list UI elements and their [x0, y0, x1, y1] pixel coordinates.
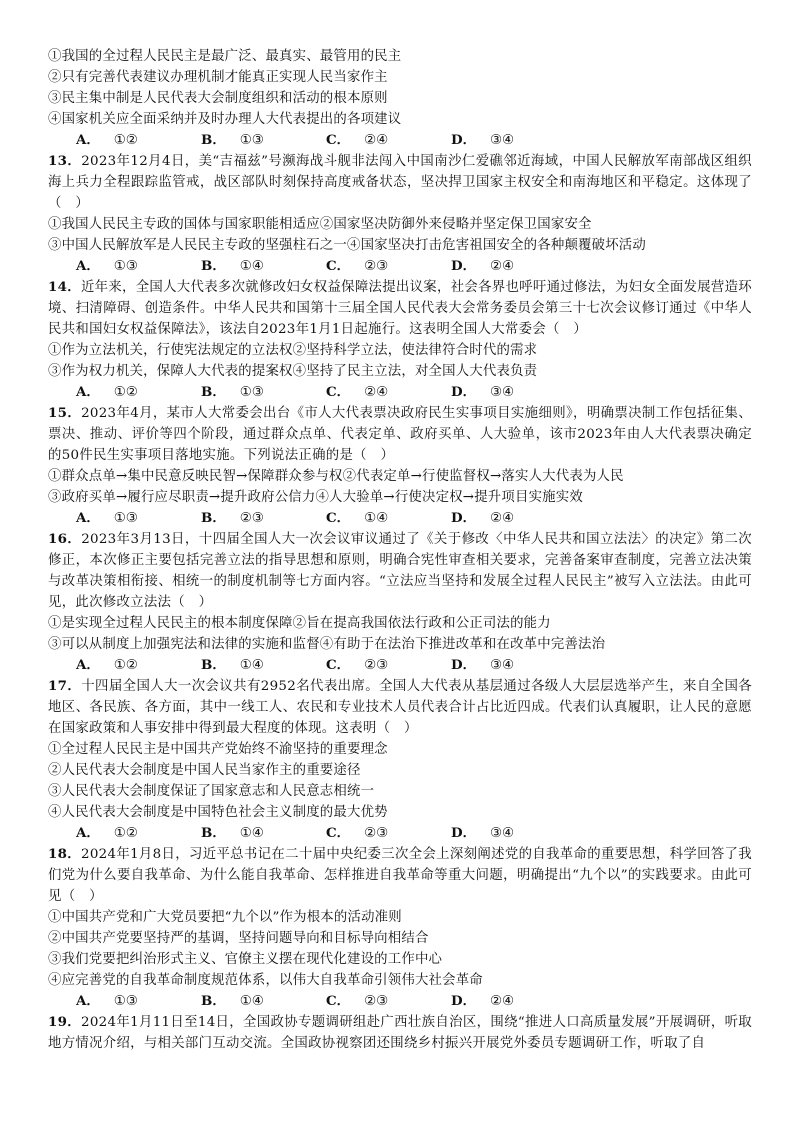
choice-c[interactable] — [326, 823, 451, 844]
option-line: ①我国的全过程人民民主是最广泛、最真实、最管用的民主 — [48, 49, 402, 64]
choice-text: ①④ — [364, 511, 389, 526]
question-block — [48, 676, 752, 844]
question-text: 2024年1月8日，习近平总书记在二十届中央纪委三次全会上深刻阐述党的自我革命的重要思想，科学回答了我们党为什么要自我革命、为什么能自我革命、怎样推进自我革命等重大问题，明确提出“九个以”的实践要求。由此可见（ ） — [48, 847, 752, 904]
option-line: ①全过程人民民主是中国共产党始终不渝坚持的重要理念 — [48, 742, 388, 757]
choice-letter: A． — [76, 657, 100, 673]
option-line: ④国家机关应全面采纳并及时办理人大代表提出的各项建议 — [48, 112, 402, 127]
question-number: 19． — [48, 1014, 82, 1030]
choice-text: ②③ — [239, 511, 264, 526]
choice-letter: C． — [326, 258, 351, 274]
choice-d[interactable] — [451, 130, 576, 151]
choice-letter: C． — [326, 132, 351, 148]
choice-letter: A． — [76, 132, 100, 148]
choice-text: ①④ — [239, 259, 264, 274]
question-text: 2023年4月，某市人大常委会出台《市人大代表票决政府民生实事项目实施细则》，明确票决制工作包括征集、票决、推动、评价等四个阶段，通过群众点单、代表定单、政府买单、人大验单，该市2023年由人大代表票决确定的50件民生实事项目落地实施。下列说法正确的是（ ） — [48, 406, 752, 463]
choice-c[interactable] — [326, 382, 451, 403]
question-text: 2023年12月4日，美“吉福兹”号濒海战斗舰非法闯入中国南沙仁爱礁邻近海域，中国人民解放军南部战区组织海上兵力全程跟踪监管戒，战区部队时刻保持高度戒备状态，坚决捍卫国家主权安全和南海地区和平稳定。这体现了（ ） — [48, 154, 752, 211]
choice-d[interactable] — [451, 256, 576, 277]
choice-text: ①② — [113, 385, 138, 400]
choice-letter: B． — [201, 657, 226, 673]
option-line: ③中国人民解放军是人民民主专政的坚强柱石之一④国家坚决打击危害祖国安全的各种颠覆破坏活动 — [48, 238, 646, 253]
option-line: ②人民代表大会制度是中国人民当家作主的重要途径 — [48, 763, 361, 778]
choice-c[interactable] — [326, 256, 451, 277]
choice-a[interactable] — [76, 382, 201, 403]
question-stem — [48, 676, 752, 739]
choice-d[interactable] — [451, 655, 576, 676]
choice-c[interactable] — [326, 508, 451, 529]
option-line: ③民主集中制是人民代表大会制度组织和活动的根本原则 — [48, 91, 388, 106]
question-12-continued — [48, 46, 752, 151]
choice-text: ②③ — [364, 259, 389, 274]
choice-text: ①② — [113, 133, 138, 148]
question-block — [48, 1012, 752, 1054]
choice-text: ①② — [113, 658, 138, 673]
choice-text: ②④ — [364, 385, 389, 400]
choice-letter: C． — [326, 657, 351, 673]
choice-letter: D． — [451, 825, 477, 841]
choice-text: ①③ — [239, 133, 264, 148]
choice-letter: C． — [326, 825, 351, 841]
choice-d[interactable] — [451, 823, 576, 844]
question-number: 14． — [48, 279, 81, 295]
choice-letter: B． — [201, 993, 226, 1009]
option-line: ①作为立法机关，行使宪法规定的立法权②坚持科学立法，使法律符合时代的需求 — [48, 343, 538, 358]
choice-text: ②④ — [490, 511, 515, 526]
choice-b[interactable] — [201, 382, 326, 403]
question-number: 16． — [48, 531, 82, 547]
option-line: ③我们党要把纠治形式主义、官僚主义摆在现代化建设的工作中心 — [48, 952, 443, 967]
choice-b[interactable] — [201, 655, 326, 676]
choice-d[interactable] — [451, 508, 576, 529]
question-text: 十四届全国人大一次会议共有2952名代表出席。全国人大代表从基层通过各级人大层层选举产生，来自全国各地区、各民族、各方面，其中一线工人、农民和专业技术人员代表合计占比近四成。代表们认真履职，让人民的意愿在国家政策和人事安排中得到最大程度的体现。这表明（ ） — [48, 679, 752, 736]
answer-choices — [48, 823, 752, 844]
question-block — [48, 151, 752, 277]
choice-text: ①③ — [239, 385, 264, 400]
choice-letter: D． — [451, 510, 477, 526]
choice-text: ②④ — [490, 259, 515, 274]
choice-letter: D． — [451, 993, 477, 1009]
option-line: ③作为权力机关，保障人大代表的提案权④坚持了民主立法，对全国人大代表负责 — [48, 364, 538, 379]
choice-b[interactable] — [201, 508, 326, 529]
question-list — [48, 151, 752, 1054]
choice-text: ①④ — [239, 826, 264, 841]
choice-b[interactable] — [201, 256, 326, 277]
choice-text: ①③ — [113, 259, 138, 274]
question-text: 2024年1月11日至14日，全国政协专题调研组赴广西壮族自治区，围绕“推进人口高质量发展”开展调研，听取地方情况介绍，与相关部门互动交流。全国政协视察团还围绕乡村振兴开展党外委员专题调研工作，听取了自 — [48, 1015, 752, 1051]
question-text: 近年来，全国人大代表多次就修改妇女权益保障法提出议案，社会各界也呼吁通过修法，为妇女全面发展营造环境、扫清障碍、创造条件。中华人民共和国第十三届全国人民代表大会常务委员会第三十七次会议修订通过《中华人民共和国妇女权益保障法》，该法自2023年1月1日起施行。这表明全国人大常委会（ ） — [48, 280, 752, 337]
choice-a[interactable] — [76, 823, 201, 844]
question-stem — [48, 529, 752, 613]
question-number: 18． — [48, 846, 82, 862]
choice-b[interactable] — [201, 823, 326, 844]
choice-d[interactable] — [451, 382, 576, 403]
choice-text: ①④ — [239, 994, 264, 1009]
option-line: ③人民代表大会制度保证了国家意志和人民意志相统一 — [48, 784, 375, 799]
question-stem — [48, 277, 752, 340]
answer-choices — [48, 508, 752, 529]
choice-text: ③④ — [490, 385, 515, 400]
choice-letter: A． — [76, 510, 100, 526]
choice-a[interactable] — [76, 991, 201, 1012]
option-line: ①中国共产党和广大党员要把“九个以”作为根本的活动准则 — [48, 910, 402, 925]
answer-choices — [48, 256, 752, 277]
choice-text: ①③ — [113, 511, 138, 526]
choice-letter: C． — [326, 993, 351, 1009]
choice-letter: C． — [326, 510, 351, 526]
question-block — [48, 277, 752, 403]
choice-a[interactable] — [76, 655, 201, 676]
choice-letter: D． — [451, 384, 477, 400]
choice-a[interactable] — [76, 508, 201, 529]
option-line: ①是实现全过程人民民主的根本制度保障②旨在提高我国依法行政和公正司法的能力 — [48, 616, 551, 631]
choice-letter: D． — [451, 657, 477, 673]
choice-letter: B． — [201, 825, 226, 841]
choice-a[interactable] — [76, 256, 201, 277]
choice-text: ②④ — [490, 994, 515, 1009]
answer-choices — [48, 130, 752, 151]
answer-choices — [48, 991, 752, 1012]
choice-letter: C． — [326, 384, 351, 400]
question-block — [48, 844, 752, 1012]
choice-letter: B． — [201, 384, 226, 400]
question-stem — [48, 151, 752, 214]
option-line: ④人民代表大会制度是中国特色社会主义制度的最大优势 — [48, 805, 388, 820]
question-stem — [48, 844, 752, 907]
choice-text: ③④ — [490, 133, 515, 148]
option-line: ②只有完善代表建议办理机制才能真正实现人民当家作主 — [48, 70, 388, 85]
choice-letter: D． — [451, 258, 477, 274]
option-line: ③可以从制度上加强宪法和法律的实施和监督④有助于在法治下推进改革和在改革中完善法治 — [48, 637, 606, 652]
choice-c[interactable] — [326, 130, 451, 151]
option-line: ②中国共产党要坚持严的基调，坚持问题导向和目标导向相结合 — [48, 931, 429, 946]
option-line: ①我国人民民主专政的国体与国家职能相适应②国家坚决防御外来侵略并坚定保卫国家安全 — [48, 217, 592, 232]
choice-text: ①② — [113, 826, 138, 841]
choice-letter: B． — [201, 510, 226, 526]
choice-letter: A． — [76, 258, 100, 274]
choice-text: ②④ — [364, 133, 389, 148]
choice-text: ②③ — [364, 994, 389, 1009]
answer-choices — [48, 655, 752, 676]
question-stem — [48, 1012, 752, 1054]
choice-c[interactable] — [326, 655, 451, 676]
choice-letter: A． — [76, 993, 100, 1009]
answer-choices — [48, 382, 752, 403]
option-line: ①群众点单→集中民意反映民智→保障群众参与权②代表定单→行使监督权→落实人大代表为人民 — [48, 469, 624, 484]
option-line: ④应完善党的自我革命制度规范体系，以伟大自我革命引领伟大社会革命 — [48, 973, 483, 988]
choice-d[interactable] — [451, 991, 576, 1012]
choice-text: ③④ — [490, 658, 515, 673]
choice-c[interactable] — [326, 991, 451, 1012]
choice-letter: B． — [201, 258, 226, 274]
question-text: 2023年3月13日，十四届全国人大一次会议审议通过了《关于修改〈中华人民共和国立法法〉的决定》第二次修正，本次修正主要包括完善立法的指导思想和原则，明确合宪性审查相关要求，完善备案审查制度，完善立法决策与改革决策相衔接、相统一的制度机制等七方面内容。“立法应当坚持和发展全过程人民民主”被写入立法法。由此可见，此次修改立法法（ ） — [48, 532, 752, 610]
choice-text: ③④ — [490, 826, 515, 841]
question-stem — [48, 403, 752, 466]
choice-text: ①③ — [113, 994, 138, 1009]
option-line: ③政府买单→履行应尽职责→提升政府公信力④人大验单→行使决定权→提升项目实施实效 — [48, 490, 583, 505]
choice-a[interactable] — [76, 130, 201, 151]
question-number: 15． — [48, 405, 82, 421]
choice-text: ①④ — [239, 658, 264, 673]
question-block — [48, 529, 752, 676]
question-number: 13． — [48, 153, 82, 169]
choice-letter: A． — [76, 825, 100, 841]
choice-letter: D． — [451, 132, 477, 148]
choice-b[interactable] — [201, 130, 326, 151]
question-block — [48, 403, 752, 529]
choice-text: ②③ — [364, 658, 389, 673]
question-number: 17． — [48, 678, 82, 694]
choice-letter: A． — [76, 384, 100, 400]
choice-b[interactable] — [201, 991, 326, 1012]
choice-text: ②③ — [364, 826, 389, 841]
choice-letter: B． — [201, 132, 226, 148]
